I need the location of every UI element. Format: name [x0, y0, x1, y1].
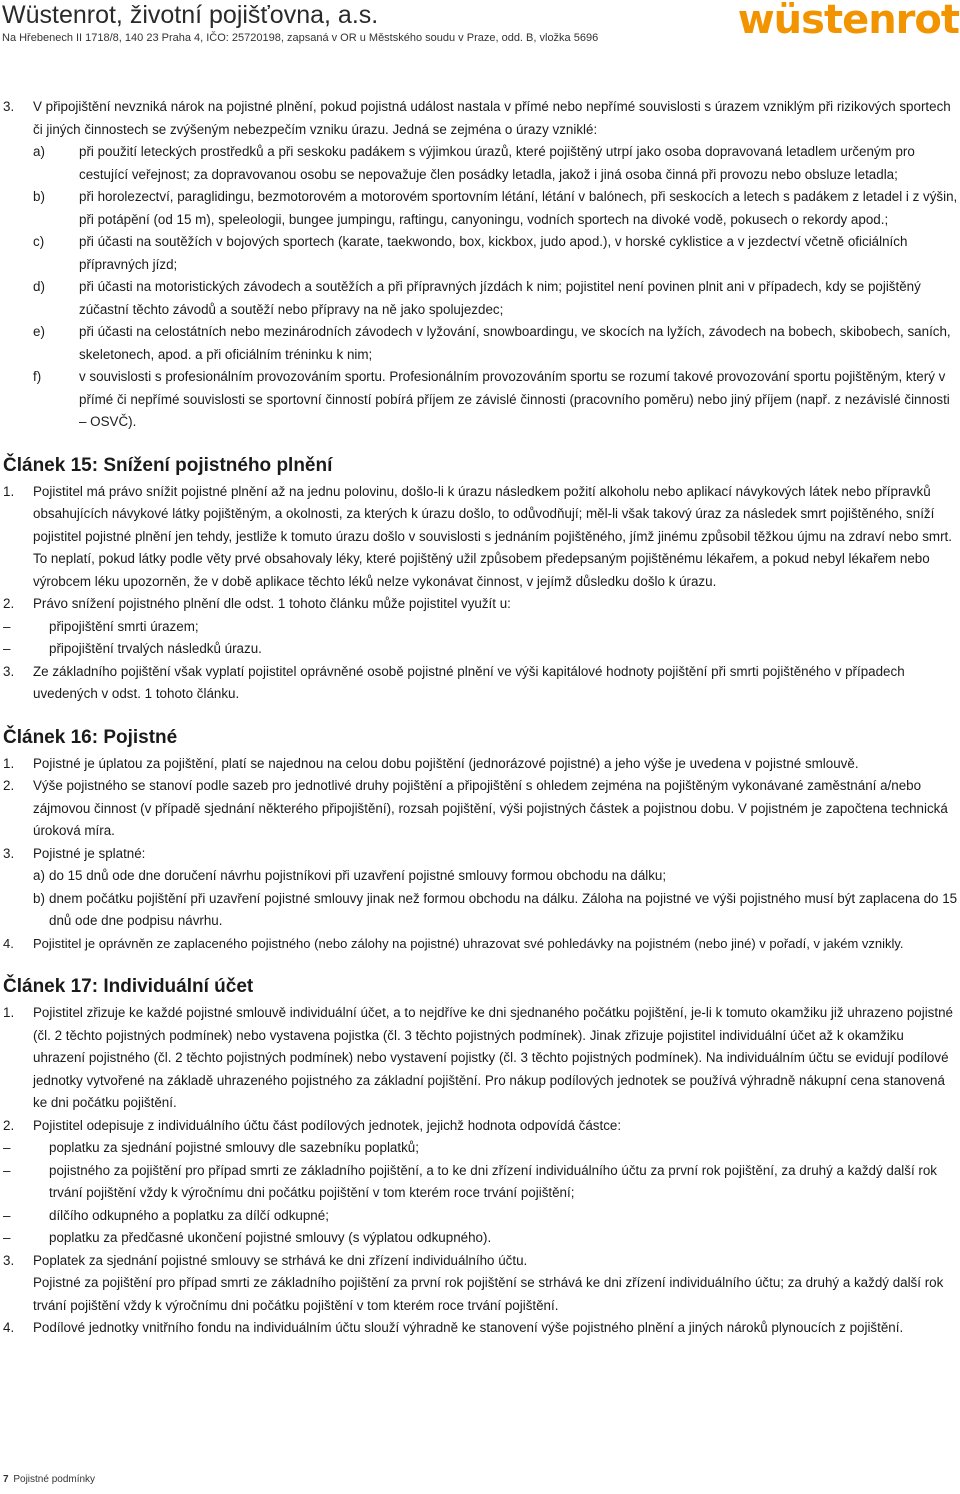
paragraph-1: 1. Pojistitel má právo snížit pojistné plnění až na jednu polovinu, došlo-li k úrazu následkem požití alkoholu nebo aplikací návykových látek nebo přípravků obsahujících návykové látky pojištěným, a okolnosti, za kterých k úrazu došlo, to odůvodňují; měl-li však takový úraz za následek smrt pojištěného, sníží pojistitel pojistné plnění jen tehdy, jestliže k tomuto úrazu došlo v souvislosti s jednáním pojištěného, jímž jinému způsobil těžkou újmu na zdraví nebo smrt. To neplatí, pokud látky podle věty prvé obsahovaly léky, které pojištěný užil způsobem předepsaným pojištěnému lékařem, a pokud nebyl lékařem nebo výrobcem léku upozorněn, že v době aplikace těchto léků nelze vykonávat činnost, v jejímž důsledku došlo k úrazu.: [3, 483, 952, 589]
document-body: [3, 96, 958, 1340]
company-name: Wüstenrot, životní pojišťovna, a.s.: [2, 1, 379, 29]
dash-item: – poplatku za předčasné ukončení pojistné smlouvy (s výplatou odkupného).: [3, 1230, 492, 1245]
paragraph-continuation: Pojistné za pojištění pro případ smrti ze základního pojištění za první rok pojištění se strhává ke dni zřízení individuálního účtu; za druhý a každý další rok trvání pojištění vždy k výročnímu dni počátku pojištění v tom kterém roce trvání pojištění.: [33, 1275, 944, 1313]
list-item: f) v souvislosti s profesionálním provozováním sportu. Profesionálním provozováním sportu se rozumí takové provozování sportu pojištěným, který v přímé či nepřímé souvislosti se sportovní činností pobírá příjem ze závislé činnosti (pracovního poměru) nebo jiný příjem (např. z nezávislé činnosti – OSVČ).: [33, 369, 950, 429]
article-15-heading: Článek 15: Snížení pojistného plnění: [3, 454, 333, 476]
list-item: a) při použití leteckých prostředků a při seskoku padákem s výjimkou úrazů, které pojištěný utrpí jako osoba dopravovaná letadlem určeným pro cestující veřejnost; za dopravovanou osobu se nepovažuje člen posádky letadla, jakož i jiná osoba činná při provozu nebo obsluze letadla;: [33, 144, 915, 182]
company-address: Na Hřebenech II 1718/8, 140 23 Praha 4, IČO: 25720198, zapsaná v OR u Městského soudu v Praze, odd. B, vložka 5696: [2, 32, 599, 44]
list-item: b) dnem počátku pojištění při uzavření pojistné smlouvy jinak než formou obchodu na dálku. Záloha na pojistné ve výši pojistného musí být zaplacena do 15 dnů ode dne podpisu návrhu.: [33, 890, 958, 928]
dash-item: – připojištění smrti úrazem;: [3, 618, 199, 634]
page-number: 7: [3, 1474, 9, 1485]
page-header: [0, 0, 960, 60]
list-item: c) při účasti na soutěžích v bojových sportech (karate, taekwondo, box, kickbox, judo apod.), v horské cyklistice a v jezdectví včetně oficiálních přípravných jízd;: [33, 234, 908, 272]
wustenrot-logo: wüstenrot: [737, 0, 959, 43]
article-17-heading: Článek 17: Individuální účet: [3, 976, 254, 997]
paragraph-3: 3. Poplatek za sjednání pojistné smlouvy se strhává ke dni zřízení individuálního účtu.: [3, 1252, 528, 1268]
page-footer: [3, 1474, 95, 1485]
dash-item: – pojistného za pojištění pro případ smrti ze základního pojištění, a to ke dni zřízení individuálního účtu za první rok pojištění, za druhý a každý další rok trvání pojištění vždy k výročnímu dni počátku pojištění v tom kterém roce trvání pojištění;: [3, 1162, 937, 1200]
paragraph-4: 4. Pojistitel je oprávněn ze zaplaceného pojistného (nebo zálohy na pojistné) uhrazovat své pohledávky na pojistném (nebo jiné) v pořadí, v jakém vznikly.: [3, 935, 904, 951]
paragraph-2: 2. Právo snížení pojistného plnění dle odst. 1 tohoto článku může pojistitel využít u:: [3, 596, 511, 611]
dash-item: – připojištění trvalých následků úrazu.: [3, 641, 262, 656]
sub-list: [3, 141, 958, 434]
paragraph-3: 3. Pojistné je splatné:: [3, 845, 146, 861]
footer-label: Pojistné podmínky: [13, 1474, 96, 1485]
list-item: b) při horolezectví, paraglidingu, bezmotorovém a motorovém sportovním létání, létání v balónech, při seskocích a letech s padákem z letadel i z výšin, při potápění (od 15 m), speleologii, bungee jumpingu, raftingu, canyoningu, vodních sportech na divoké vodě, pokusech o rekordy apod.;: [33, 189, 958, 227]
paragraph-2: 2. Pojistitel odepisuje z individuálního účtu část podílových jednotek, jejichž hodnota odpovídá částce:: [3, 1117, 622, 1133]
list-item: a) do 15 dnů ode dne doručení návrhu pojistníkovi při uzavření pojistné smlouvy formou obchodu na dálku;: [33, 868, 667, 883]
paragraph-2: 2. Výše pojistného se stanoví podle sazeb pro jednotlivé druhy pojištění a připojištění s ohledem zejména na pojištěným vykonávané zaměstnání a/nebo zájmovou činnost (v případě sjednání některého připojištění), rozsah pojištění, výši pojistných částek a pojistnou dobu. V pojistném je započtena technická úroková míra.: [3, 778, 948, 838]
list-item: e) při účasti na celostátních nebo mezinárodních závodech v lyžování, snowboardingu, ve skocích na lyžích, závodech na bobech, skibobech, saních, skeletonech, apod. a při oficiálním tréninku k nim;: [33, 324, 951, 362]
paragraph-number: 3.: [3, 99, 15, 114]
paragraph-3: [3, 96, 958, 141]
paragraph-3: 3. Ze základního pojištění však vyplatí pojistitel oprávněné osobě pojistné plnění ve výši kapitálové hodnoty pojištění při smrti pojištěného v případech uvedených v odst. 1 tohoto článku.: [3, 663, 905, 701]
sub-list: [3, 865, 958, 933]
paragraph-1: 1. Pojistné je úplatou za pojištění, platí se najednou na celou dobu pojištění (jednorázové pojistné) a jeho výše je uvedena v pojistné smlouvě.: [3, 755, 859, 771]
paragraph-1: 1. Pojistitel zřizuje ke každé pojistné smlouvě individuální účet, a to nejdříve ke dni sjednaného počátku pojištění, je-li k tomuto okamžiku již uhrazeno pojistné (čl. 2 těchto pojistných podmínek) nebo vystavena pojistka (čl. 3 těchto pojistných podmínek). Jinak zřizuje pojistitel individuální účet až k okamžiku uhrazení pojistného (čl. 2 těchto pojistných podmínek) nebo vystavení pojistky (čl. 3 těchto pojistných podmínek). Na individuálním účtu se evidují podílové jednotky vytvořené na základě uhrazeného pojistného za základní pojištění. Pro nákup podílových jednotek se používá výhradně nákupní cena stanovená ke dni počátku pojištění.: [3, 1005, 953, 1110]
paragraph-text: V připojištění nevzniká nárok na pojistné plnění, pokud pojistná událost nastala v přímé nebo nepřímé souvislosti s úrazem vzniklým při rizikových sportech či jiných činnostech se zvýšeným nebezpečím vzniku úrazu. Jedná se zejména o úrazy vzniklé:: [33, 99, 951, 137]
list-item: d) při účasti na motoristických závodech a soutěžích a při přípravných jízdách k nim; pojistitel není povinen plnit ani v případech, kdy se pojištěný zúčastní těchto závodů a soutěží nebo přípravy na ně jako spolujezdec;: [33, 279, 921, 317]
article-16-heading: Článek 16: Pojistné: [3, 726, 178, 748]
paragraph-4: 4. Podílové jednotky vnitřního fondu na individuálním účtu slouží výhradně ke stanovení výše pojistného plnění a jiných nároků plynoucích z pojištění.: [3, 1320, 904, 1335]
dash-item: – dílčího odkupného a poplatku za dílčí odkupné;: [3, 1207, 329, 1223]
dash-item: – poplatku za sjednání pojistné smlouvy dle sazebníku poplatků;: [3, 1140, 419, 1155]
